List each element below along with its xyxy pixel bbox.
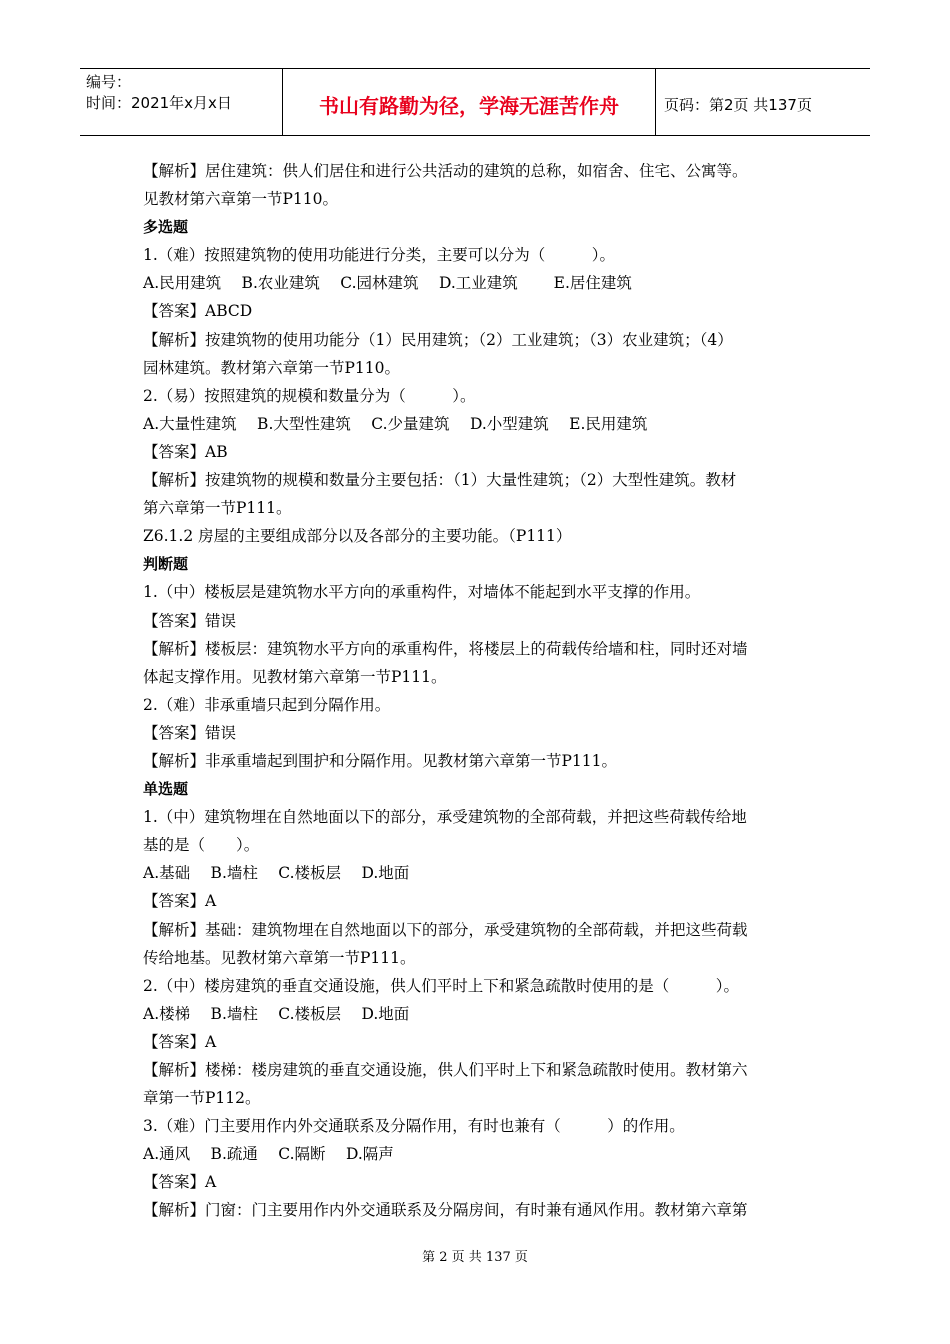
text-line: 2.（难）非承重墙只起到分隔作用。 [143,695,391,714]
text-line: 【答案】错误 [143,723,237,742]
text-line: A.通风 B.疏通 C.隔断 D.隔声 [143,1145,394,1164]
text-line: 传给地基。见教材第六章第一节P111。 [143,948,416,967]
text-line: 【解析】门窗：门主要用作内外交通联系及分隔房间，有时兼有通风作用。教材第六章第 [143,1201,748,1220]
doc-number-label: 编号： [86,73,132,91]
text-line: 【解析】按建筑物的规模和数量分主要包括：（1）大量性建筑；（2）大型性建筑。教材 [143,471,737,490]
document-body [143,157,815,1225]
text-line: 园林建筑。教材第六章第一节P110。 [143,358,401,377]
header-motto: 书山有路勤为径，学海无涯苦作舟 [282,69,656,135]
text-line: 1.（难）按照建筑物的使用功能进行分类，主要可以分为（ ）。 [143,246,616,265]
text-line: A.基础 B.墙柱 C.楼板层 D.地面 [143,864,410,883]
text-line: A.楼梯 B.墙柱 C.楼板层 D.地面 [143,1004,410,1023]
header-meta [80,69,282,135]
text-line: 见教材第六章第一节P110。 [143,190,339,209]
text-line: Z6.1.2 房屋的主要组成部分以及各部分的主要功能。（P111） [143,527,572,546]
text-line: 章第一节P112。 [143,1089,261,1108]
header-page-info: 页码：第2页 共137页 [664,95,812,114]
section-heading: 判断题 [143,555,189,574]
text-line: 【答案】ABCD [143,302,253,321]
text-line: 2.（易）按照建筑的规模和数量分为（ ）。 [143,386,476,405]
text-line: 基的是（ ）。 [143,836,260,855]
text-line: 【答案】A [143,1032,217,1051]
text-line: 【答案】A [143,1173,217,1192]
section-heading: 单选题 [143,780,189,799]
text-line: 1.（中）楼板层是建筑物水平方向的承重构件，对墙体不能起到水平支撑的作用。 [143,583,701,602]
text-line: 3.（难）门主要用作内外交通联系及分隔作用，有时也兼有（ ）的作用。 [143,1117,685,1136]
text-line: A.大量性建筑 B.大型性建筑 C.少量建筑 D.小型建筑 E.民用建筑 [143,414,648,433]
text-line: 1.（中）建筑物埋在自然地面以下的部分，承受建筑物的全部荷载，并把这些荷载传给地 [143,808,747,827]
page-header [80,68,870,136]
text-line: 第六章第一节P111。 [143,499,292,518]
text-line: 【答案】AB [143,442,228,461]
text-line: 【答案】A [143,892,217,911]
text-line: 2.（中）楼房建筑的垂直交通设施，供人们平时上下和紧急疏散时使用的是（ ）。 [143,976,740,995]
text-line: A.民用建筑 B.农业建筑 C.园林建筑 D.工业建筑 E.居住建筑 [143,274,632,293]
text-line: 【解析】非承重墙起到围护和分隔作用。见教材第六章第一节P111。 [143,751,618,770]
section-heading: 多选题 [143,218,189,237]
text-line: 【解析】基础：建筑物埋在自然地面以下的部分，承受建筑物的全部荷载，并把这些荷载 [143,920,748,939]
text-line: 【解析】按建筑物的使用功能分（1）民用建筑；（2）工业建筑；（3）农业建筑；（4） [143,330,733,349]
page-footer: 第 2 页 共 137 页 [422,1250,528,1265]
text-line: 【解析】楼板层：建筑物水平方向的承重构件，将楼层上的荷载传给墙和柱，同时还对墙 [143,639,748,658]
text-line: 体起支撑作用。见教材第六章第一节P111。 [143,667,447,686]
text-line: 【解析】楼梯：楼房建筑的垂直交通设施，供人们平时上下和紧急疏散时使用。教材第六 [143,1061,748,1079]
date-label: 时间：2021年x月x日 [86,94,232,112]
text-line: 【解析】居住建筑：供人们居住和进行公共活动的建筑的总称，如宿舍、住宅、公寓等。 [143,162,748,180]
text-line: 【答案】错误 [143,611,237,630]
